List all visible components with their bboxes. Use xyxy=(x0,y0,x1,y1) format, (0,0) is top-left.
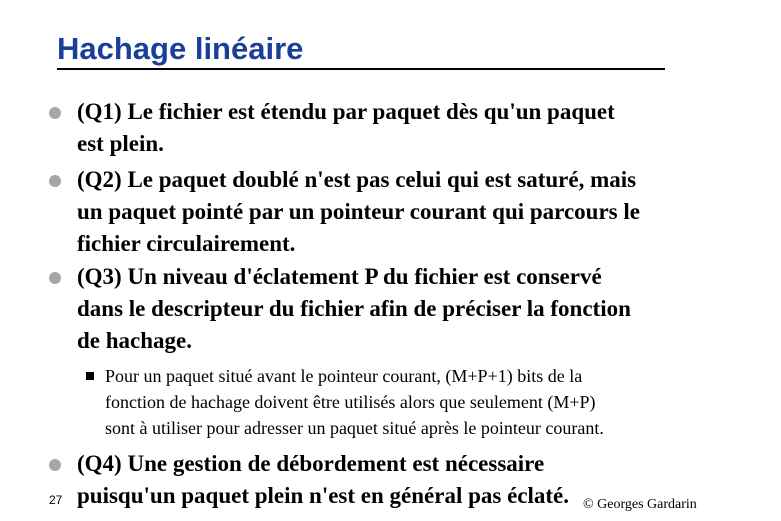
bullet-dot xyxy=(49,175,61,187)
bullet-4-line-2: puisqu'un paquet plein n'est en général pas éclaté. xyxy=(77,483,570,508)
bullet-2-line-1: (Q2) Le paquet doublé n'est pas celui qui est saturé, mais xyxy=(77,167,637,192)
copyright-notice: © Georges Gardarin xyxy=(583,497,697,512)
bullet-dot xyxy=(49,272,61,284)
bullet-dot xyxy=(49,459,61,471)
bullet-3-line-1: (Q3) Un niveau d'éclatement P du fichier est conservé xyxy=(77,264,602,289)
bullet-4-line-1: (Q4) Une gestion de débordement est nécessaire xyxy=(77,451,545,476)
bullet-3-line-3: de hachage. xyxy=(77,328,192,353)
sub-bullet-line-2: fonction de hachage doivent être utilisés alors que seulement (M+P) xyxy=(105,392,596,412)
sub-bullet-line-3: sont à utiliser pour adresser un paquet situé après le pointeur courant. xyxy=(105,418,604,438)
sub-bullet-square xyxy=(86,372,94,380)
bullet-1-line-2: est plein. xyxy=(77,131,164,156)
bullet-3-line-2: dans le descripteur du fichier afin de préciser la fonction xyxy=(77,296,631,321)
slide-title: Hachage linéaire xyxy=(57,31,304,66)
sub-bullet-line-1: Pour un paquet situé avant le pointeur courant, (M+P+1) bits de la xyxy=(105,366,583,386)
bullet-1-line-1: (Q1) Le fichier est étendu par paquet dès qu'un paquet xyxy=(77,99,615,124)
title-underline xyxy=(57,68,665,70)
page-number: 27 xyxy=(49,493,63,507)
bullet-2-line-2: un paquet pointé par un pointeur courant qui parcours le xyxy=(77,199,640,224)
bullet-2-line-3: fichier circulairement. xyxy=(77,231,296,256)
bullet-dot xyxy=(49,107,61,119)
